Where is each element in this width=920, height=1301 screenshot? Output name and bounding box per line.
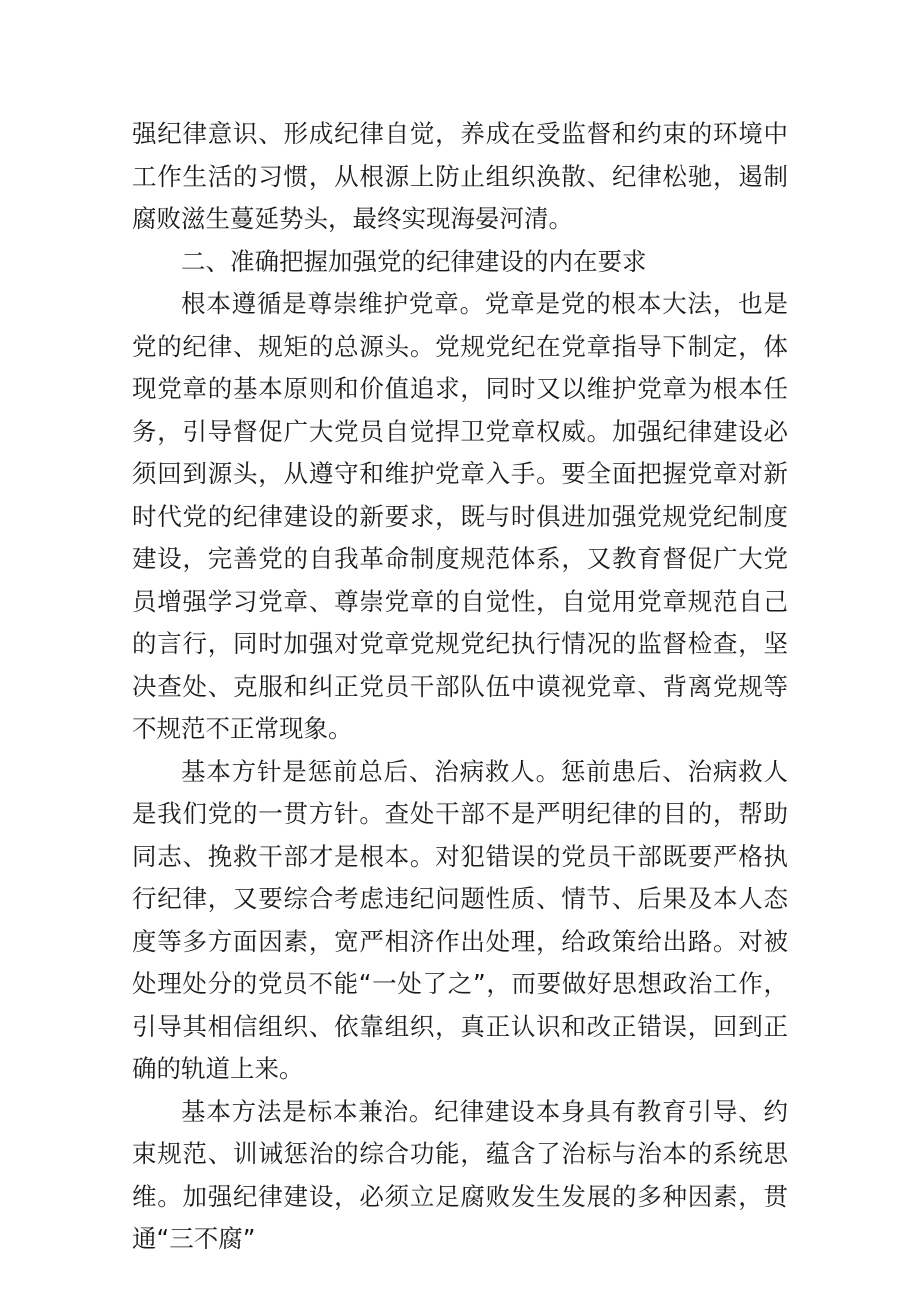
paragraph-basic-policy: 基本方针是惩前总后、治病救人。惩前患后、治病救人是我们党的一贯方针。查处干部不是严明纪律的目的，帮助同志、挽救干部才是根本。对犯错误的党员干部既要严格执行纪律，又要综合考虑违纪问题性质、情节、后果及本人态度等多方面因素，宽严相济作出处理，给政策给出路。对被处理处分的党员不能“一处了之”，而要做好思想政治工作，引导其相信组织、依靠组织，真正认识和改正错误，回到正确的轨道上来。 [132,756,788,1083]
paragraph-continuation: 强纪律意识、形成纪律自觉，养成在受监督和约束的环境中工作生活的习惯，从根源上防止组织涣散、纪律松驰，遏制腐败滋生蔓延势头，最终实现海晏河清。 [132,119,788,233]
paragraph-party-constitution: 根本遵循是尊崇维护党章。党章是党的根本大法，也是党的纪律、规矩的总源头。党规党纪在党章指导下制定，体现党章的基本原则和价值追求，同时又以维护党章为根本任务，引导督促广大党员自觉捍卫党章权威。加强纪律建设必须回到源头，从遵守和维护党章入手。要全面把握党章对新时代党的纪律建设的新要求，既与时俱进加强党规党纪制度建设，完善党的自我革命制度规范体系，又教育督促广大党员增强学习党章、尊崇党章的自觉性，自觉用党章规范自己的言行，同时加强对党章党规党纪执行情况的监督检查，坚决查处、克服和纠正党员干部队伍中谟视党章、背离党规等不规范不正常现象。 [132,289,788,743]
paragraph-basic-method: 基本方法是标本兼治。纪律建设本身具有教育引导、约束规范、训诫惩治的综合功能，蕴含了治标与治本的系统思维。加强纪律建设，必须立足腐败发生发展的多种因素，贯通“三不腐” [132,1096,788,1253]
document-body [132,113,788,1261]
section-heading: 二、准确把握加强党的纪律建设的内在要求 [181,246,647,276]
